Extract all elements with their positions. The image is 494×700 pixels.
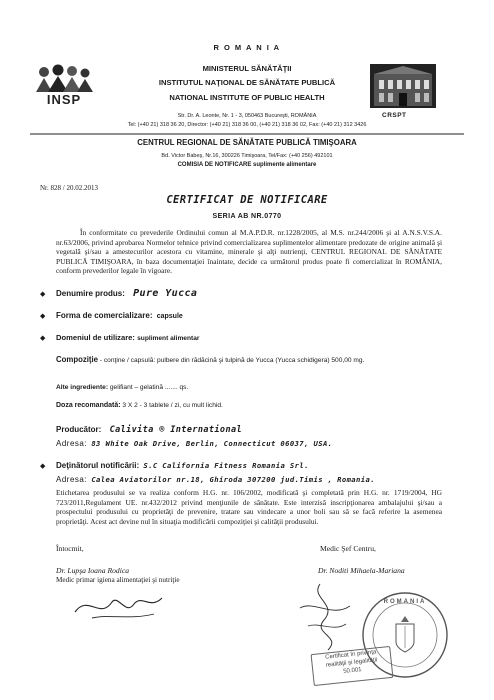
producer-value: Calivita ® International [109,425,242,435]
stamp-line-2: realităţii şi legalităţii [325,657,378,669]
stamp-line-1: Certificat în privinţa [324,649,377,661]
intro-paragraph: În conformitate cu prevederile Ordinului comun al M.A.P.D.R. nr.1228/2005, al M.S. nr.244/2006 şi al A.N.S.V.S.A. nr.63/2006, privind aprobarea Normelor tehnice privind comercializarea suplimentelor alimentare predozate de origine animală şi vegetală şi/sau a amestecurilor acestora cu vitamine, minerale şi alţi nutrienţi, CENTRUL REGIONAL DE SĂNĂTATE PUBLICĂ TIMIŞOARA, în baza documentaţiei înaintate, decide ca următorul produs poate fi comercializat în ROMÂNIA, conform prevederilor legale în vigoare. [56,228,442,276]
closing-paragraph: Etichetarea produsului se va realiza conform H.G. nr. 106/2002, modificată şi completată prin H.G. nr. 1719/2004, HG 723/2011,Regulament UE. nr.432/2012 privind menţiunile de sănătate. Este interzisă inscripţionarea ambalajului şi/sau a prospectului produsului cu proprietăţi de prevenire, tratare sau vindecare a unor boli sau să se facă referire la asemenea proprietăţi. Acest act devine nul în situaţia modificării compoziţiei şi calităţii produsului. [56,488,442,526]
right-signature-heading: Medic Şef Centru, [320,544,376,553]
ministry-heading: MINISTERUL SĂNĂTĂŢII [202,64,292,73]
holder-label: Deţinătorul notificării: [56,461,140,470]
composition-label: Compoziţie [56,355,99,364]
holder-row [56,461,309,470]
composition-row [56,355,442,365]
producer-address-label: Adresa: [56,439,88,448]
certificate-series: SERIA AB NR.0770 [212,213,282,220]
form-row [56,311,183,320]
bullet-diamond-icon: ◆ [40,312,46,320]
other-ingredients-value: gelifiant – gelatină ....... qs. [109,384,189,391]
product-name-value: Pure Yucca [133,288,198,299]
country-heading: R O M A N I A [213,43,281,52]
product-name-label: Denumire produs: [56,289,125,298]
producer-label: Producător: [56,425,102,434]
regional-address: Bd. Victor Babeş, Nr.16, 300226 Timişoara, Tel/Fax: (+40 256) 492101 [161,153,333,159]
crspt-label: CRSPT [382,112,407,119]
right-signatory-name: Dr. Noditi Mihaela-Mariana [318,566,405,575]
domain-label: Domeniul de utilizare: [56,333,135,342]
form-label: Forma de comercializare: [56,311,153,320]
insp-logo-text: INSP [46,92,82,107]
certification-stamp [311,646,394,686]
holder-address-row [56,475,375,484]
regional-center: CENTRUL REGIONAL DE SĂNĂTATE PUBLICĂ TIMIŞOARA [137,138,357,147]
stamp-line-3: 50.001 [343,667,362,675]
certificate-title: CERTIFICAT DE NOTIFICARE [166,194,328,206]
left-signatory-role: Medic primar igiena alimentaţiei şi nutriţie [56,576,180,584]
other-ingredients-row [56,384,188,391]
document-number: Nr. 828 / 20.02.2013 [40,184,98,192]
holder-address-label: Adresa: [56,475,88,484]
producer-address-value: 83 White Oak Drive, Berlin, Connecticut 06037, USA. [91,439,333,448]
commission-line: COMISIA DE NOTIFICARE suplimente alimentare [177,162,317,168]
bullet-diamond-icon: ◆ [40,334,46,342]
product-name-row [56,288,197,299]
holder-address-value: Calea Aviatorilor nr.18, Ghiroda 307200 jud.Timis , Romania. [91,475,375,484]
composition-value: - conţine / capsulă: pulbere din rădăcină şi tulpină de Yucca (Yucca schidigera) 500,00 mg. [99,357,365,364]
producer-row [56,425,242,435]
dose-label: Doza recomandată: [56,402,121,409]
holder-value: S.C California Fitness Romania Srl. [143,461,309,470]
left-signature-heading: Întocmit, [56,544,84,553]
left-signatory-name: Dr. Lupşa Ioana Rodica [56,566,129,575]
form-value: capsule [156,313,183,320]
institute-ro: INSTITUTUL NAŢIONAL DE SĂNĂTATE PUBLICĂ [158,78,336,87]
header-divider [30,133,464,136]
institute-en: NATIONAL INSTITUTE OF PUBLIC HEALTH [169,93,325,102]
bullet-diamond-icon: ◆ [40,290,46,298]
institute-address: Str. Dr. A. Leonte, Nr. 1 - 3, 050463 Bucureşti, ROMÂNIA [177,113,317,119]
domain-value: supliment alimentar [137,335,200,342]
building-icon [370,64,436,108]
crspt-building-image [370,64,436,108]
institute-phones: Tel: (+40 21) 318 36 20, Director: (+40 21) 318 36 00, (+40 21) 318 36 02, Fax: (+40 21) 312 3426 [127,122,367,128]
left-handwritten-signature [70,586,170,626]
seal-text: ROMANIA [383,599,427,605]
right-handwritten-signature [280,578,370,658]
other-ingredients-label: Alte ingrediente: [56,384,109,391]
bullet-diamond-icon: ◆ [40,462,46,470]
producer-address-row [56,439,332,448]
domain-row [56,333,199,342]
dose-row [56,402,223,409]
dose-value: 3 X 2 - 3 tablete / zi, cu mult lichid. [122,402,223,409]
